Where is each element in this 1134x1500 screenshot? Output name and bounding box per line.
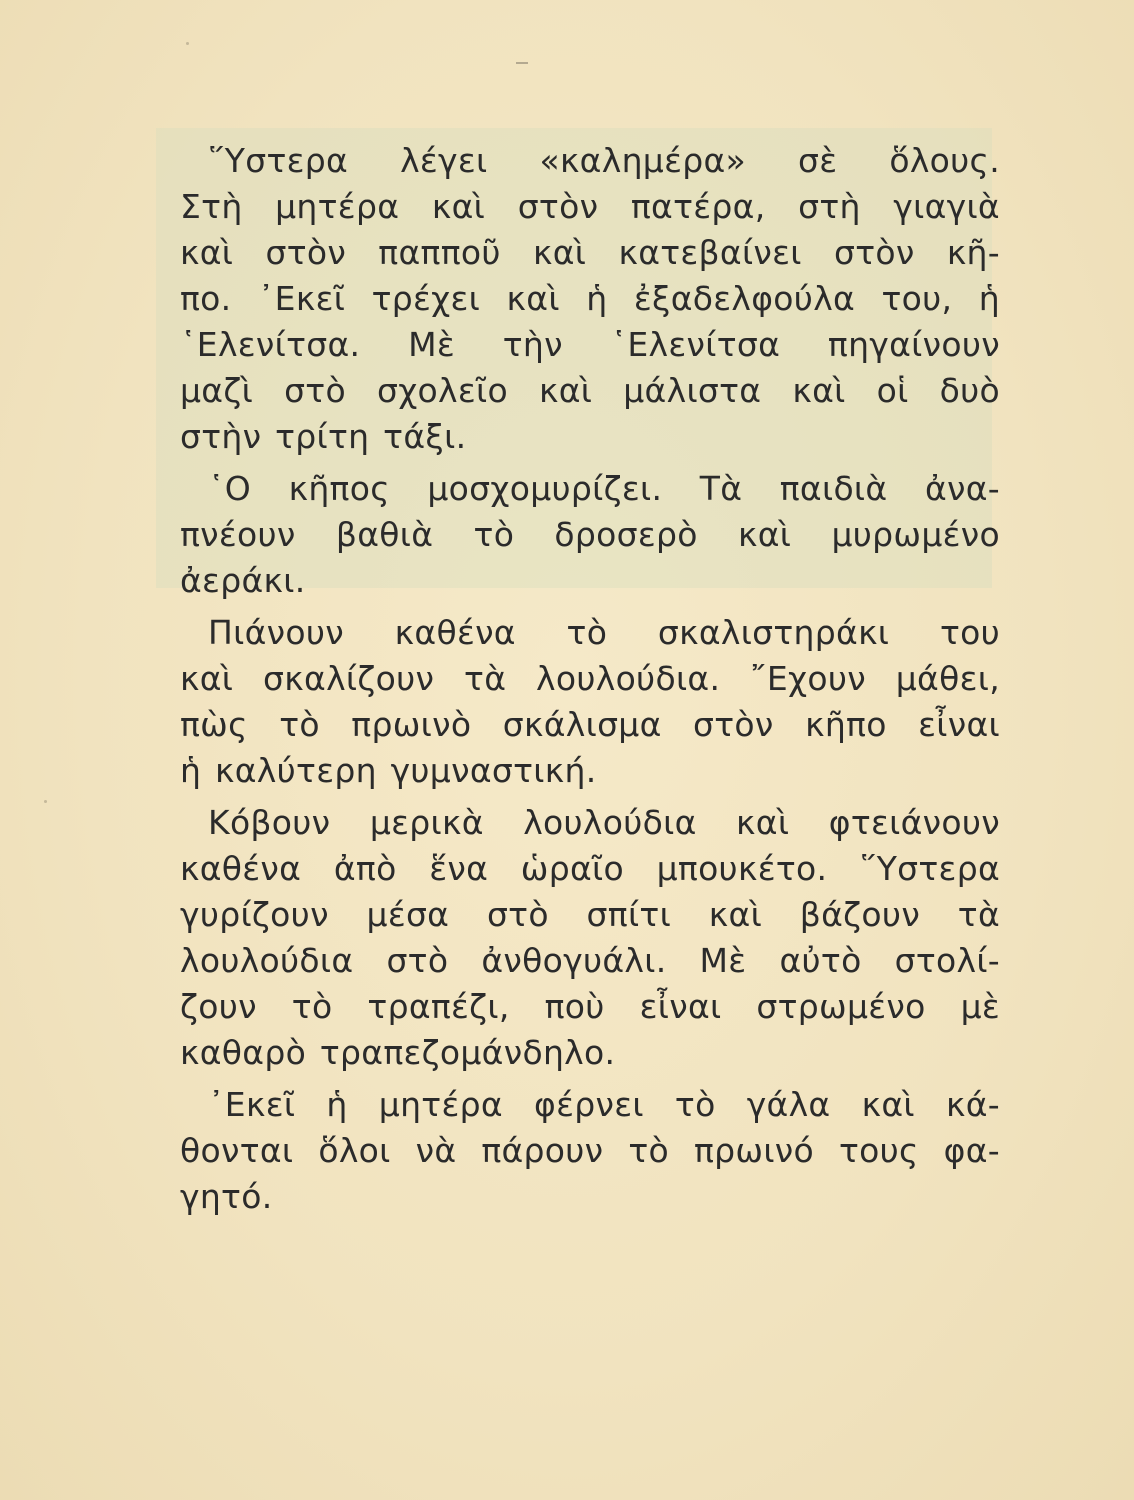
- paper-speck: [186, 42, 189, 45]
- paragraph-5: [180, 1082, 1000, 1220]
- text-line: καθένα ἀπὸ ἕνα ὡραῖο μπουκέτο. ῞Υστερα: [180, 849, 1000, 888]
- text-line: καὶ στὸν παπποῦ καὶ κατεβαίνει στὸν κῆ-: [180, 233, 1000, 272]
- text-line: ῞Υστερα λέγει «καλημέρα» σὲ ὅλους.: [208, 141, 1000, 180]
- text-line: μαζὶ στὸ σχολεῖο καὶ μάλιστα καὶ οἱ δυὸ: [180, 371, 1000, 410]
- text-line: λουλούδια στὸ ἀνθογυάλι. Μὲ αὐτὸ στολί-: [180, 941, 1000, 980]
- text-line: στὴν τρίτη τάξι.: [180, 417, 467, 456]
- paper-speck: [44, 800, 47, 803]
- text-line: ᾿Εκεῖ ἡ μητέρα φέρνει τὸ γάλα καὶ κά-: [208, 1085, 1000, 1124]
- text-line: ἀεράκι.: [180, 561, 306, 600]
- text-line: Στὴ μητέρα καὶ στὸν πατέρα, στὴ γιαγιὰ: [180, 187, 1000, 226]
- body-text: [180, 138, 1000, 1226]
- text-line: καὶ σκαλίζουν τὰ λουλούδια. ῎Εχουν μάθει,: [180, 659, 1000, 698]
- text-line: πνέουν βαθιὰ τὸ δροσερὸ καὶ μυρωμένο: [180, 515, 1000, 554]
- paragraph-4: [180, 800, 1000, 1076]
- text-line: ζουν τὸ τραπέζι, ποὺ εἶναι στρωμένο μὲ: [180, 987, 1000, 1026]
- text-line: ἡ καλύτερη γυμναστική.: [180, 751, 597, 790]
- text-line: θονται ὅλοι νὰ πάρουν τὸ πρωινό τους φα-: [180, 1131, 1000, 1170]
- text-line: πο. ᾿Εκεῖ τρέχει καὶ ἡ ἐξαδελφούλα του, ἡ: [180, 279, 1000, 318]
- paragraph-1: [180, 138, 1000, 460]
- text-line: πὼς τὸ πρωινὸ σκάλισμα στὸν κῆπο εἶναι: [180, 705, 1000, 744]
- text-line: γητό.: [180, 1177, 273, 1216]
- top-mark: [516, 62, 528, 64]
- text-line: γυρίζουν μέσα στὸ σπίτι καὶ βάζουν τὰ: [180, 895, 1000, 934]
- paragraph-2: [180, 466, 1000, 604]
- text-line: Πιάνουν καθένα τὸ σκαλιστηράκι του: [208, 613, 1000, 652]
- text-line: ῾Ελενίτσα. Μὲ τὴν ῾Ελενίτσα πηγαίνουν: [180, 325, 1000, 364]
- paragraph-3: [180, 610, 1000, 794]
- text-line: ῾Ο κῆπος μοσχομυρίζει. Τὰ παιδιὰ ἀνα-: [208, 469, 1000, 508]
- text-line: Κόβουν μερικὰ λουλούδια καὶ φτειάνουν: [208, 803, 1000, 842]
- text-line: καθαρὸ τραπεζομάνδηλο.: [180, 1033, 616, 1072]
